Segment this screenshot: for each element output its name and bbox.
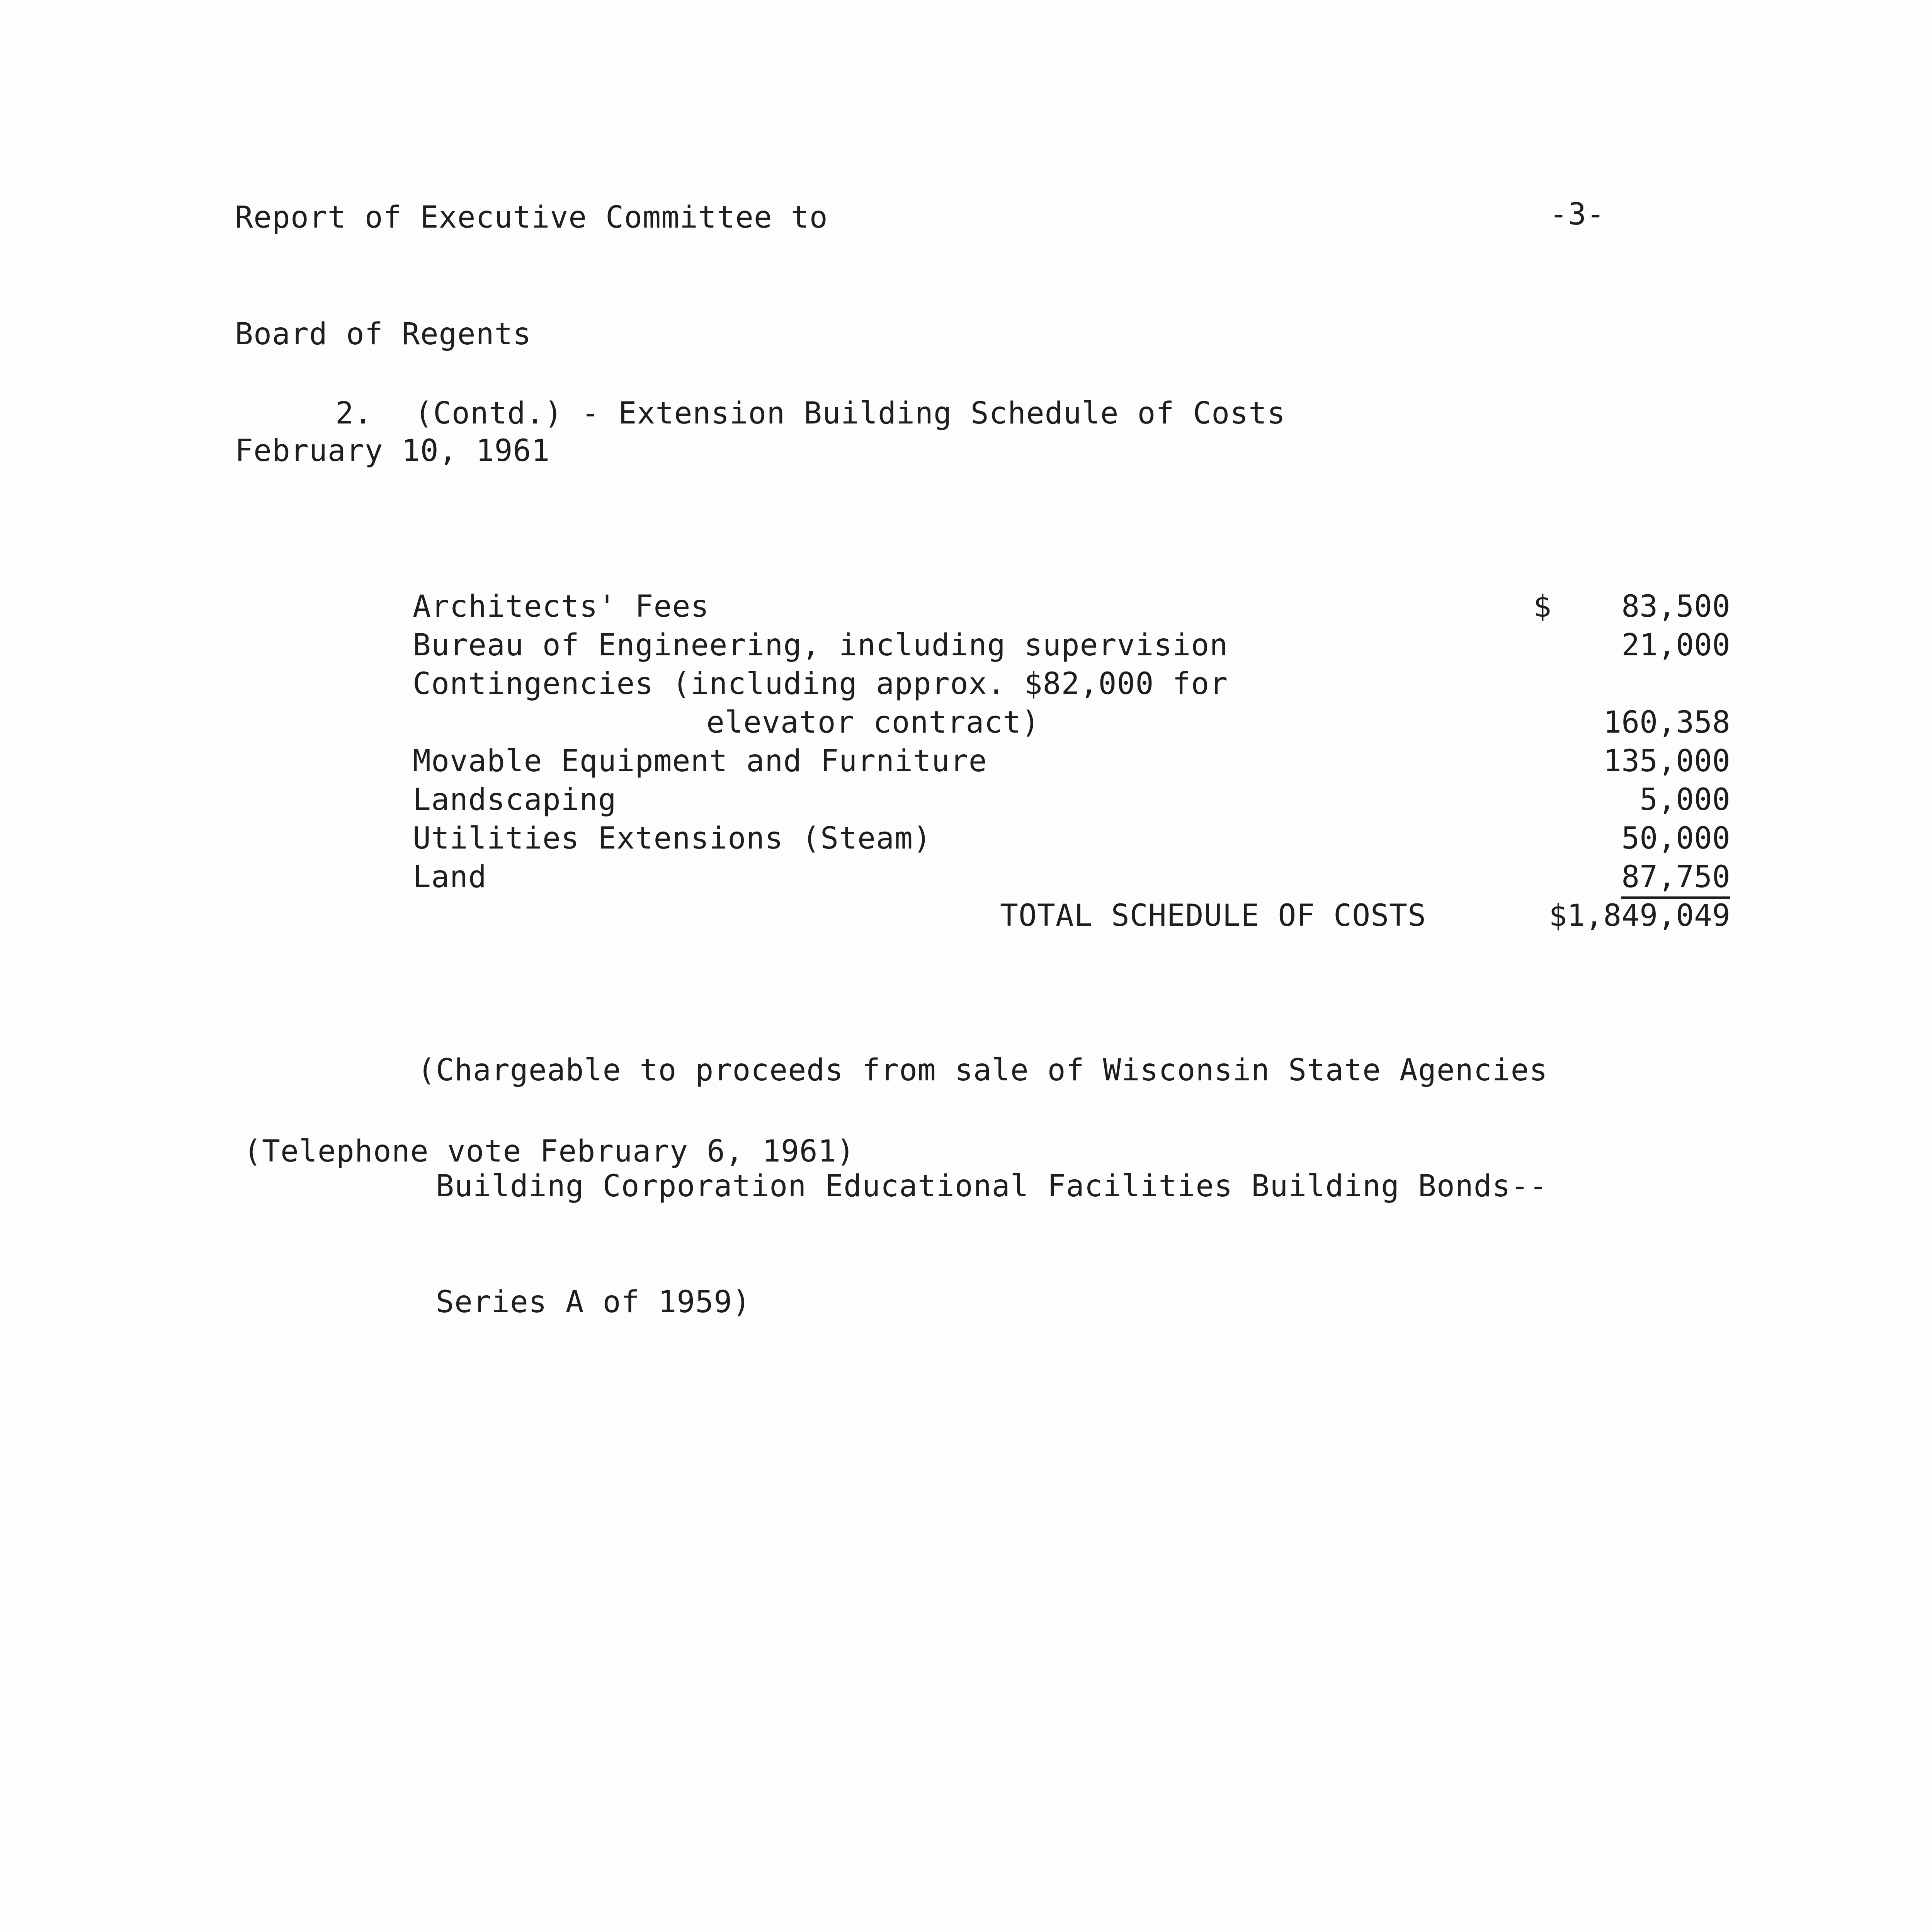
cost-amount: 83,500 [1621, 589, 1730, 624]
total-row [413, 896, 1730, 935]
header-line-report: Report of Executive Committee to [235, 200, 828, 235]
cost-row [413, 703, 1730, 742]
telephone-vote-note: (Telephone vote February 6, 1961) [243, 1134, 855, 1169]
currency-symbol: $ [1533, 589, 1551, 624]
cost-row [413, 781, 1730, 819]
cost-amount: 5,000 [1639, 782, 1730, 817]
cost-label: Landscaping [413, 782, 617, 817]
cost-label: Land [413, 860, 487, 895]
cost-amount: 160,358 [1603, 705, 1730, 740]
total-amount: $1,849,049 [1549, 898, 1730, 933]
cost-amount: 135,000 [1603, 744, 1730, 779]
page-number: -3- [1549, 197, 1605, 232]
cost-amount: 87,750 [1621, 858, 1730, 899]
cost-label: Contingencies (including approx. $82,000 for [413, 667, 1228, 701]
cost-row [413, 665, 1730, 703]
cost-row [413, 858, 1730, 896]
cost-amount: 21,000 [1621, 628, 1730, 663]
report-header [235, 121, 828, 548]
note-line: Series A of 1959) [436, 1285, 751, 1320]
cost-row [413, 587, 1730, 626]
cost-row [413, 626, 1730, 665]
funding-note [417, 974, 1548, 1399]
cost-label: Movable Equipment and Furniture [413, 744, 987, 779]
header-line-board: Board of Regents [235, 317, 532, 352]
cost-label: elevator contract) [706, 705, 1040, 740]
total-label: TOTAL SCHEDULE OF COSTS [1000, 898, 1427, 933]
cost-label: Utilities Extensions (Steam) [413, 821, 932, 856]
note-line: (Chargeable to proceeds from sale of Wisconsin State Agencies [417, 1053, 1548, 1088]
schedule-of-costs-table [413, 587, 1730, 935]
header-line-date: February 10, 1961 [235, 434, 550, 468]
note-line: Building Corporation Educational Facilities Building Bonds-- [436, 1169, 1548, 1204]
section-number: 2. [335, 396, 372, 431]
cost-label: Bureau of Engineering, including supervision [413, 628, 1228, 663]
cost-row [413, 819, 1730, 858]
cost-amount: 50,000 [1621, 821, 1730, 856]
cost-label: Architects' Fees [413, 589, 709, 624]
section-title: (Contd.) - Extension Building Schedule of Costs [415, 396, 1286, 431]
cost-row [413, 742, 1730, 781]
